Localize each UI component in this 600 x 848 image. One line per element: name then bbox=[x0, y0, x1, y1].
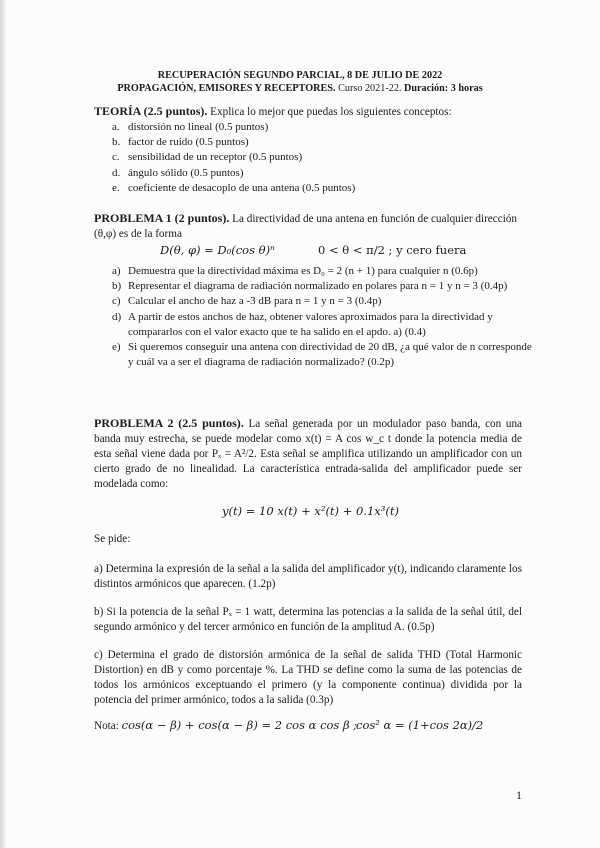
list-item: b. factor de ruido (0.5 puntos) bbox=[112, 136, 249, 149]
problem2-formula: y(t) = 10 x(t) + x²(t) + 0.1x³(t) bbox=[222, 504, 399, 518]
exam-title: RECUPERACIÓN SEGUNDO PARCIAL, 8 DE JULIO DE 2022 bbox=[157, 70, 443, 81]
note-identity-1: cos(α − β) + cos(α − β) = 2 cos α cos β ; bbox=[121, 718, 358, 732]
problem1-statement: PROBLEMA 1 (2 puntos). La directividad de una antena en función de cualquier dirección (θ,φ) es de la forma bbox=[94, 211, 517, 240]
problem1-formula-range: 0 < θ < π/2 ; y cero fuera bbox=[318, 243, 467, 257]
list-item: a) Demuestra que la directividad máxima es D₀ = 2 (n + 1) para cualquier n (0.6p) bbox=[112, 265, 478, 277]
list-item: a. distorsión no lineal (0.5 puntos) bbox=[112, 121, 269, 133]
problem1-formula: D(θ, φ) = D₀(cos θ)ⁿ bbox=[160, 243, 275, 257]
list-item: e) Si queremos conseguir una antena con directividad de 20 dB, ¿a qué valor de n corresponde y cuál va a ser el diagrama de radiación normalizado? (0.2p) bbox=[112, 341, 532, 369]
problem2-part-b: b) Si la potencia de la señal Pₓ = 1 watt, determina las potencias a la salida de la señal útil, del segundo armónico y del tercer armónico en función de la amplitud A. (0.5p) bbox=[94, 606, 522, 633]
list-item: d. ángulo sólido (0.5 puntos) bbox=[112, 166, 244, 179]
list-item: d) A partir de estos anchos de haz, obtener valores aproximados para la directividad y compararlos con el valor exacto que te ha salido en el apdo. a) (0.4) bbox=[112, 310, 493, 338]
list-item: b) Representar el diagrama de radiación normalizado en polares para n = 1 y n = 3 (0.4p) bbox=[112, 280, 508, 293]
problem2-part-c: c) Determina el grado de distorsión armónica de la señal de salida THD (Total Harmonic Distortion) en dB y como porcentaje %. La THD se define como la suma de las potencias de todos los armónicos exceptuando el primero (y la componente continua) dividida por la potencia del primer armónico, todos a la salida (0.3p) bbox=[94, 649, 522, 706]
list-item: c) Calcular el ancho de haz a -3 dB para n = 1 y n = 3 (0.4p) bbox=[112, 295, 382, 308]
exam-subtitle: PROPAGACIÓN, EMISORES Y RECEPTORES. Curso 2021-22. Duración: 3 horas bbox=[117, 83, 483, 94]
list-item: c. sensibilidad de un receptor (0.5 puntos) bbox=[112, 151, 303, 164]
problem2-prompt: Se pide: bbox=[94, 533, 131, 545]
problem2-statement: PROBLEMA 2 (2.5 puntos). La señal generada por un modulador paso banda, con una banda muy estrecha, se puede modelar como x(t) = A cos w_c t donde la potencia media de esta señal viene dada por Pₓ = A²/2. Esta señal se amplifica utilizando un amplificador con un cierto grado de no linealidad. La característica entrada-salida del amplificador puede ser modelada como: bbox=[94, 416, 523, 490]
problem1-list bbox=[112, 264, 536, 370]
theory-heading: TEORÍA (2.5 puntos). Explica lo mejor que puedas los siguientes conceptos: bbox=[94, 104, 452, 118]
note-identity-2: cos² α = (1+cos 2α)/2 bbox=[356, 718, 484, 732]
scan-edge bbox=[0, 0, 6, 848]
problem2-part-a: a) Determina la expresión de la señal a la salida del amplificador y(t), indicando claramente los distintos armónicos que aparecen. (1.2p) bbox=[94, 563, 522, 590]
note-label: Nota: cos(α − β) + cos(α − β) = 2 cos α cos β ; bbox=[94, 718, 358, 732]
theory-list bbox=[112, 120, 532, 196]
list-item: e. coeficiente de desacoplo de una antena (0.5 puntos) bbox=[112, 181, 356, 194]
page-number: 1 bbox=[516, 788, 522, 802]
